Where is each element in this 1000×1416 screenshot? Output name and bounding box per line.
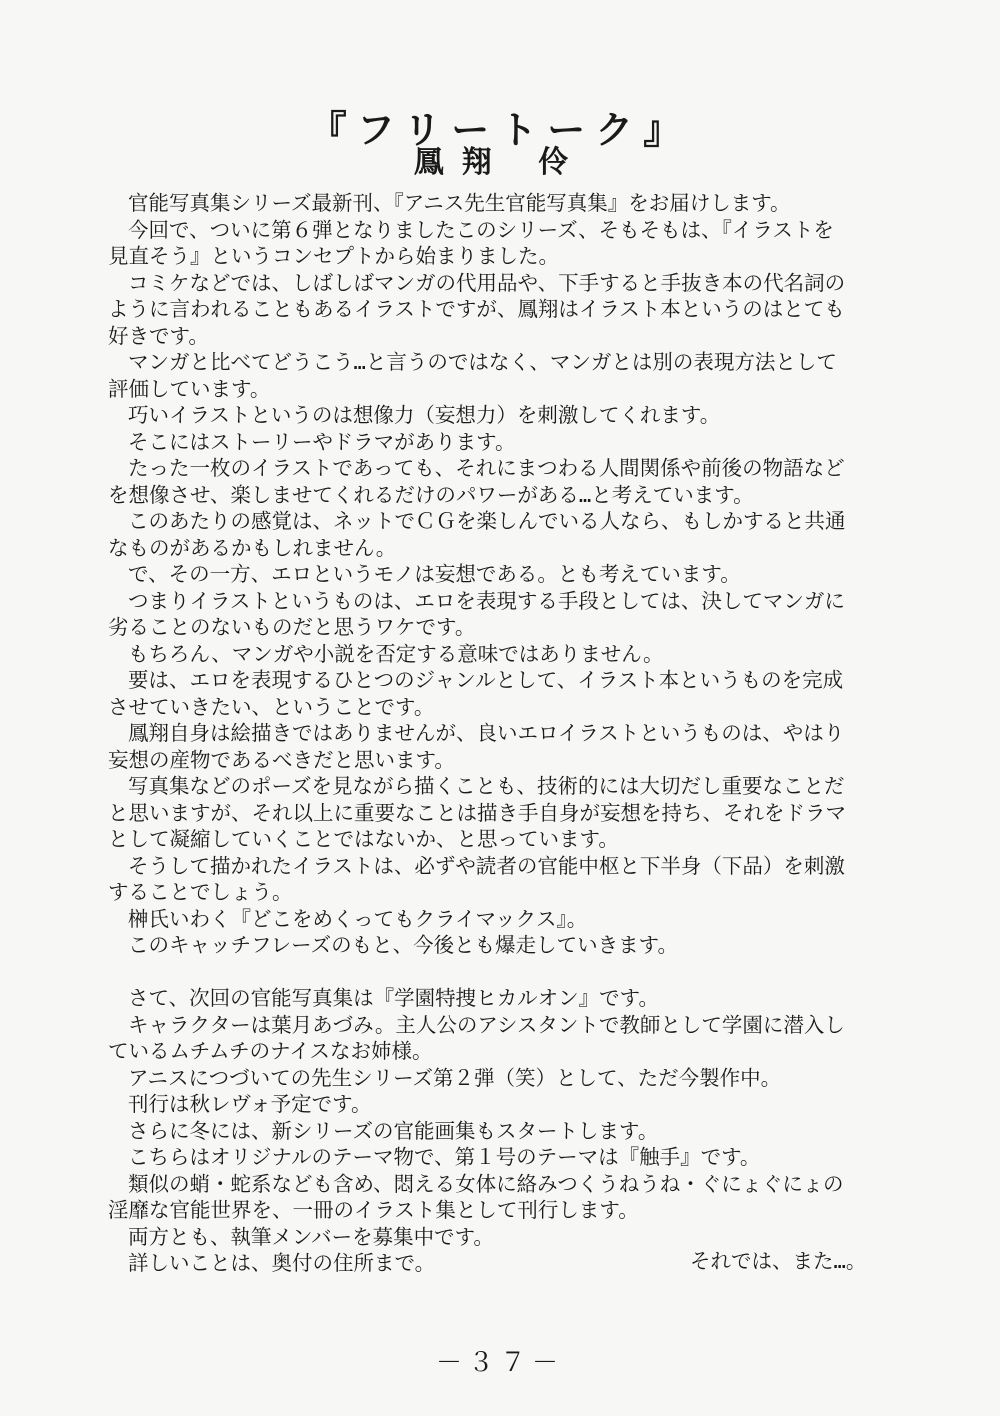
text-line: コミケなどでは、しばしばマンガの代用品や、下手すると手抜き本の代名詞の [128, 270, 846, 295]
text-line: マンガと比べてどうこう…と言うのではなく、マンガとは別の表現方法として [128, 350, 837, 374]
text-line: ように言われることもあるイラストですが、鳳翔はイラスト本というのはとても [108, 297, 845, 321]
text-line: 好きです。 [108, 323, 209, 348]
text-line: なものがあるかもしれません。 [108, 535, 397, 560]
text-line: 劣ることのないものだと思うワケです。 [108, 615, 476, 639]
text-line: そこにはストーリーやドラマがあります。 [128, 429, 516, 454]
page-title: 『フリートーク』 [308, 107, 692, 152]
text-line: で、その一方、エロというモノは妄想である。とも考えています。 [128, 562, 741, 586]
text-line: 官能写真集シリーズ最新刊、『アニス先生官能写真集』をお届けします。 [128, 191, 791, 215]
text-line: 写真集などのポーズを見ながら描くことも、技術的には大切だし重要なことだ [128, 774, 845, 798]
text-line: 要は、エロを表現するひとつのジャンルとして、イラスト本というものを完成 [128, 668, 844, 692]
text-line: 見直そう』というコンセプトから始まりました。 [108, 244, 559, 268]
text-line: アニスにつづいての先生シリーズ第２弾（笑）として、ただ今製作中。 [128, 1065, 782, 1090]
text-line: ているムチムチのナイスなお姉様。 [108, 1039, 433, 1063]
text-line: することでしょう。 [108, 880, 293, 904]
body-text [108, 190, 916, 1277]
text-line: と思いますが、それ以上に重要なことは描き手自身が妄想を持ち、それをドラマ [108, 800, 846, 825]
text-line: 榊氏いわく『どこをめくってもクライマックス』。 [128, 906, 588, 931]
text-line: 鳳翔自身は絵描きではありませんが、良いエロイラストというものは、やはり [128, 721, 845, 745]
text-line: 淫靡な官能世界を、一冊のイラスト集として刊行します。 [108, 1198, 639, 1222]
text-line: こちらはオリジナルのテーマ物で、第１号のテーマは『触手』です。 [128, 1145, 761, 1169]
text-line: このキャッチフレーズのもと、今後とも爆走していきます。 [128, 933, 679, 957]
text-line: 類似の蛸・蛇系なども含め、悶える女体に絡みつくうねうね・ぐにょぐにょの [128, 1171, 844, 1196]
text-line: さらに冬には、新シリーズの官能画集もスタートします。 [128, 1118, 659, 1143]
text-line: させていきたい、ということです。 [108, 694, 435, 719]
page-number: －３７－ [435, 1348, 564, 1378]
text-line: 今回で、ついに第６弾となりましたこのシリーズ、そもそもは、『イラストを [128, 217, 834, 242]
author-name: 鳳翔 伶 [413, 145, 587, 180]
text-line: 巧いイラストというのは想像力（妄想力）を刺激してくれます。 [128, 403, 721, 427]
text-line: このあたりの感覚は、ネットでＣＧを楽しんでいる人なら、もしかすると共通 [128, 509, 846, 533]
text-line: さて、次回の官能写真集は『学園特捜ヒカルオン』です。 [128, 986, 659, 1010]
paragraph-gap [108, 959, 916, 986]
text-line: もちろん、マンガや小説を否定する意味ではありません。 [128, 641, 664, 666]
text-line: 刊行は秋レヴォ予定です。 [128, 1092, 372, 1116]
text-line: キャラクターは葉月あづみ。主人公のアシスタントで教師として学園に潜入し [128, 1012, 845, 1037]
text-line: 両方とも、執筆メンバーを募集中です。 [128, 1224, 494, 1249]
text-line: を想像させ、楽しませてくれるだけのパワーがある…と考えています。 [108, 482, 754, 507]
text-line: として凝縮していくことではないか、と思っています。 [108, 827, 619, 851]
text-line: 詳しいことは、奥付の住所まで。 [128, 1251, 436, 1275]
text-line: たった一枚のイラストであっても、それにまつわる人間関係や前後の物語など [128, 456, 845, 480]
signoff-text: それでは、また…。 [690, 1249, 867, 1273]
text-line: つまりイラストというものは、エロを表現する手段としては、決してマンガに [128, 588, 845, 613]
text-line: 妄想の産物であるべきだと思います。 [108, 747, 455, 772]
text-line: そうして描かれたイラストは、必ずや読者の官能中枢と下半身（下品）を刺激 [128, 853, 845, 878]
text-line: 評価しています。 [108, 376, 271, 401]
